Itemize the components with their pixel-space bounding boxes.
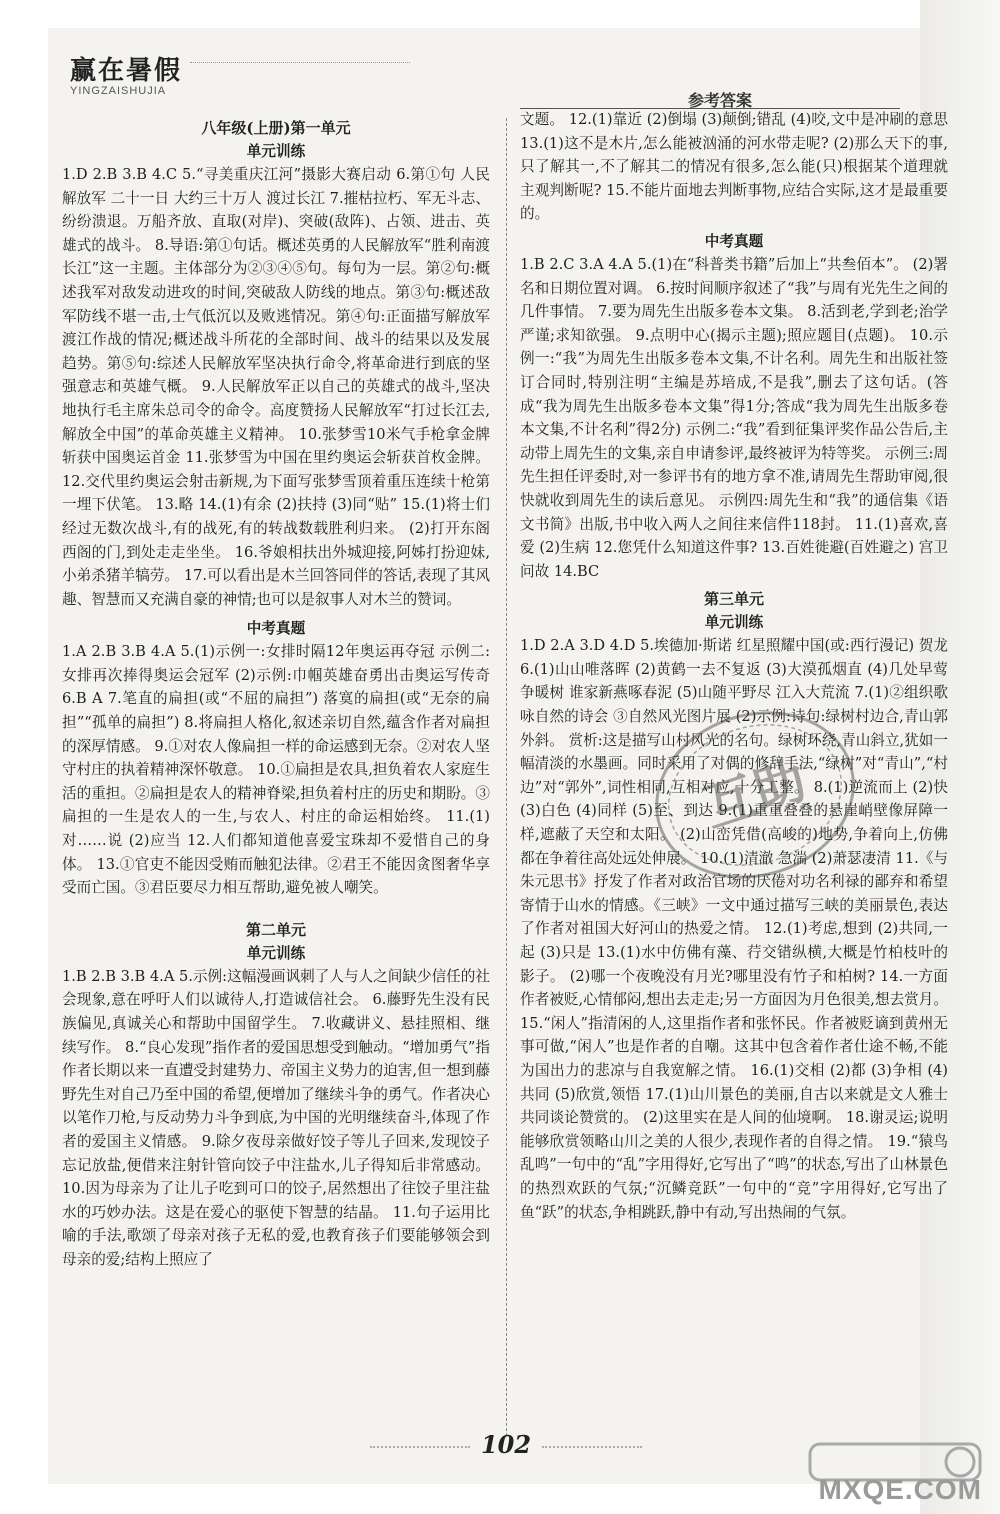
unit3-training-answers: 1.D 2.A 3.D 4.D 5.埃德加·斯诺 红星照耀中国(或:西行漫记) 贺龙 6.(1)山山唯落晖 (2)黄鹤一去不复返 (3)大漠孤烟直 (4)几处早莺争暖树 谁家新燕啄春泥 (5)山随平野尽 江入大荒流 7.(1)②组织歌咏自然的诗会 ③自然风光图片展 (2)示例:诗句:绿树村边合,青山郭外斜。 赏析:这是描写山村风光的名句。绿树环绕,青山斜立,犹如一幅清淡的水墨画。同时采用了对偶的修辞手法,“绿树”对“青山”,“村边”对“郭外”,词性相同,互相对应,十分工整。 8.(1)逆流而上 (2)快 (3)白色 (4)同样 (5)至、到达 9.(1)重重叠叠的悬崖峭壁像屏障一样,遮蔽了天空和太阳。 (2)山峦凭借(高峻的)地势,争着向上,仿佛都在争着往高处远处伸展。 10.(1)清澈 急湍 (2)萧瑟凄清 11.《与朱元思书》抒发了作者对政治官场的厌倦对功名利禄的鄙弃和希望寄情于山水的情感。《三峡》一文中通过描写三峡的美丽景色,表达了作者对祖国大好河山的热爱之情。 12.(1)考虑,想到 (2)共同,一起 (3)只是 13.(1)水中仿佛有藻、荇交错纵横,大概是竹柏枝叶的影子。 (2)哪一个夜晚没有月光?哪里没有竹子和柏树? 14.一方面作者被贬,心情郁闷,想出去走走;另一方面因为月色很美,想去赏月。 15.“闲人”指清闲的人,这里指作者和张怀民。作者被贬谪到黄州无事可做,“闲人”也是作者的自嘲。这其中包含着作者仕途不畅,不能为国出力的悲凉与自我宽解之情。 16.(1)交相 (2)都 (3)争相 (4)共同 (5)欣赏,领悟 17.(1)山川景色的美丽,自古以来就是文人雅士共同谈论赞赏的。 (2)这里实在是人间的仙境啊。 18.谢灵运;说明能够欣赏领略山川之美的人很少,表现作者的自得之情。 19.“猿鸟乱鸣”一句中的“乱”字用得好,它写出了“鸣”的状态,写出了山林景色的热烈欢跃的气氛;“沉鳞竞跃”一句中的“竞”字用得好,它写出了鱼“跃”的状态,争相跳跃,静中有动,写出热闹的气氛。 (520, 637, 948, 1221)
header-decoration (190, 62, 410, 69)
unit1-training-answers: 1.D 2.B 3.B 4.C 5.“寻美重庆江河”摄影大赛启动 6.第①句 人民解放军 二十一日 大约三十万人 渡过长江 7.摧枯拉朽、军无斗志、纷纷溃退。万船齐放、直取(对岸)、突破(敌阵)、占领、进击、英雄式的战斗。 8.导语:第①句话。概述英勇的人民解放军“胜利南渡长江”这一主题。主体部分为②③④⑤句。每句为一层。第②句:概述我军对敌发动进攻的时间,突破敌人防线的地点。第③句:概述敌军防线不堪一击,士气低沉以及败逃情况。第④句:正面描写解放军渡江作战的情况;概述战斗所花的全部时间、战斗的结果以及发展趋势。第⑤句:综述人民解放军坚决执行命令,将革命进行到底的坚强意志和英雄气概。 9.人民解放军正以自己的英雄式的战斗,坚决地执行毛主席朱总司令的命令。高度赞扬人民解放军“打过长江去,解放全中国”的革命英雄主义精神。 10.张梦雪10米气手枪拿金牌 斩获中国奥运首金 11.张梦雪为中国在里约奥运会斩获首枚金牌。 12.交代里约奥运会射击新规,为下面写张梦雪顶着重压连续十枪第一埋下伏笔。 13.略 14.(1)有余 (2)扶持 (3)同“贴” 15.(1)将士们经过无数次战斗,有的战死,有的转战数载胜利归来。 (2)打开东阁西阁的门,到处走走坐坐。 16.爷娘相扶出外城迎接,阿姊打扮迎妹,小弟杀猪羊犒劳。 17.可以看出是木兰回答同伴的答话,表现了其风趣、智慧而又充满自豪的神情;也可以是叙事人对木兰的赞词。 (62, 166, 490, 608)
right-column (520, 108, 948, 1224)
page-number: 102 (480, 1430, 532, 1459)
column-divider (506, 118, 507, 1436)
page-number-deco-left (370, 1446, 470, 1448)
unit2-exam-answers: 1.B 2.C 3.A 4.A 5.(1)在“科普类书籍”后加上“共叁佰本”。 (2)署名和日期位置对调。 6.按时间顺序叙述了“我”与周有光先生之间的几件事情。 7.要为周先生出版多卷本文集。 8.活到老,学到老;治学严谨;求知欲强。 9.点明中心(揭示主题);照应题目(点题)。 10.示例一:“我”为周先生出版多卷本文集,不计名利。周先生和出版社签订合同时,特别注明“主编是苏培成,不是我”,删去了这句话。(答成“我为周先生出版多卷本文集”得1分;答成“我为周先生出版多卷本文集,不计名利”得2分) 示例二:“我”看到征集评奖作品公告后,主动带上周先生的文集,亲自申请参评,最终被评为特等奖。 示例三:周先生担任评委时,对一参评书有的地方拿不准,请周先生帮助审阅,很快就收到周先生的读后意见。 示例四:周先生和“我”的通信集《语文书简》出版,书中收入两人之间往来信件118封。 11.(1)喜欢,喜爱 (2)生病 12.您凭什么知道这件事? 13.百姓徙避(百姓避之) 宫卫问故 14.BC (520, 255, 948, 580)
seal-stamp-text: 互助 (695, 749, 814, 840)
unit1-exam-answers: 1.A 2.B 3.B 4.A 5.(1)示例一:女排时隔12年奥运再夺冠 示例二:女排再次捧得奥运会冠军 (2)示例:巾帼英雄奋勇出击奥运写传奇 6.B A 7.笔直的扁担(或“不屈的扁担”) 落寞的扁担(或“无奈的扁担”“孤单的扁担”) 8.将扁担人格化,叙述亲切自然,蕴含作者对扁担的深厚情感。 9.①对农人像扁担一样的命运感到无奈。②对农人坚守村庄的执着精神深怀敬意。 10.①扁担是农具,担负着农人家庭生活的重担。②扁担是农人的精神脊梁,担负着村庄的历史和期盼。③扁担的一生是农人的一生,与农人、村庄的命运相始终。 11.(1)对……说 (2)应当 12.人们都知道他喜爱宝珠却不爱惜自己的身体。 13.①官吏不能因受贿而触犯法律。②君王不能因贪图奢华享受而亡国。③君臣要尽力相互帮助,避免被人嘲笑。 (62, 643, 490, 897)
unit2-training-answers-cont: 文题。 12.(1)靠近 (2)倒塌 (3)颠倒;错乱 (4)咬,文中是冲刷的意思 13.(1)这不是木片,怎么能被汹涌的河水带走呢? (2)那么天下的事,只了解其一,不了解其二的情况有很多,怎么能(只)根据某个道理就主观判断呢? 15.不能片面地去判断事物,应结合实际,这才是最重要的。 (520, 111, 948, 223)
left-column (62, 108, 490, 1272)
unit1-training-heading: 单元训练 (246, 143, 306, 160)
unit2-title: 第二单元 (245, 920, 306, 939)
brand-title: 赢在暑假 (70, 56, 183, 86)
unit3-title: 第三单元 (703, 590, 764, 609)
brand-header (70, 50, 182, 97)
unit2-training-answers: 1.B 2.B 3.B 4.A 5.示例:这幅漫画讽刺了人与人之间缺少信任的社会现象,意在呼吁人们以诚待人,打造诚信社会。 6.藤野先生没有民族偏见,真诚关心和帮助中国留学生。 7.收藏讲义、悬挂照相、继续写作。 8.“良心发现”指作者的爱国思想受到触动。“增加勇气”指作者长期以来一直遭受封建势力、帝国主义势力的迫害,但一想到藤野先生对自己乃至中国的希望,便增加了继续斗争的勇气。作者决心以笔作刀枪,与反动势力斗争到底,为中国的光明继续奋斗,体现了作者的爱国主义情感。 9.除夕夜母亲做好饺子等儿子回来,发现饺子忘记放盐,便借来注射针管向饺子中注盐水,儿子得知后非常感动。 10.因为母亲为了让儿子吃到可口的饺子,居然想出了往饺子里注盐水的巧妙办法。这是在爱心的驱使下智慧的结晶。 11.句子运用比喻的手法,歌颂了母亲对孩子无私的爱,也教育孩子们要能够领会到母亲的爱;结构上照应了 (62, 967, 490, 1268)
site-watermark (800, 1440, 990, 1510)
unit2-training-heading: 单元训练 (246, 944, 306, 962)
unit1-title: 八年级(上册)第一单元 (201, 119, 351, 137)
unit3-training-heading: 单元训练 (704, 614, 764, 632)
unit1-exam-heading: 中考真题 (246, 620, 306, 638)
watermark-text: MXQE.COM (818, 1474, 982, 1505)
page-number-deco-right (542, 1446, 642, 1448)
answers-title: 参考答案 (688, 91, 753, 110)
unit2-exam-heading: 中考真题 (704, 232, 764, 250)
brand-subtitle: YINGZAISHUJIA (70, 85, 167, 97)
